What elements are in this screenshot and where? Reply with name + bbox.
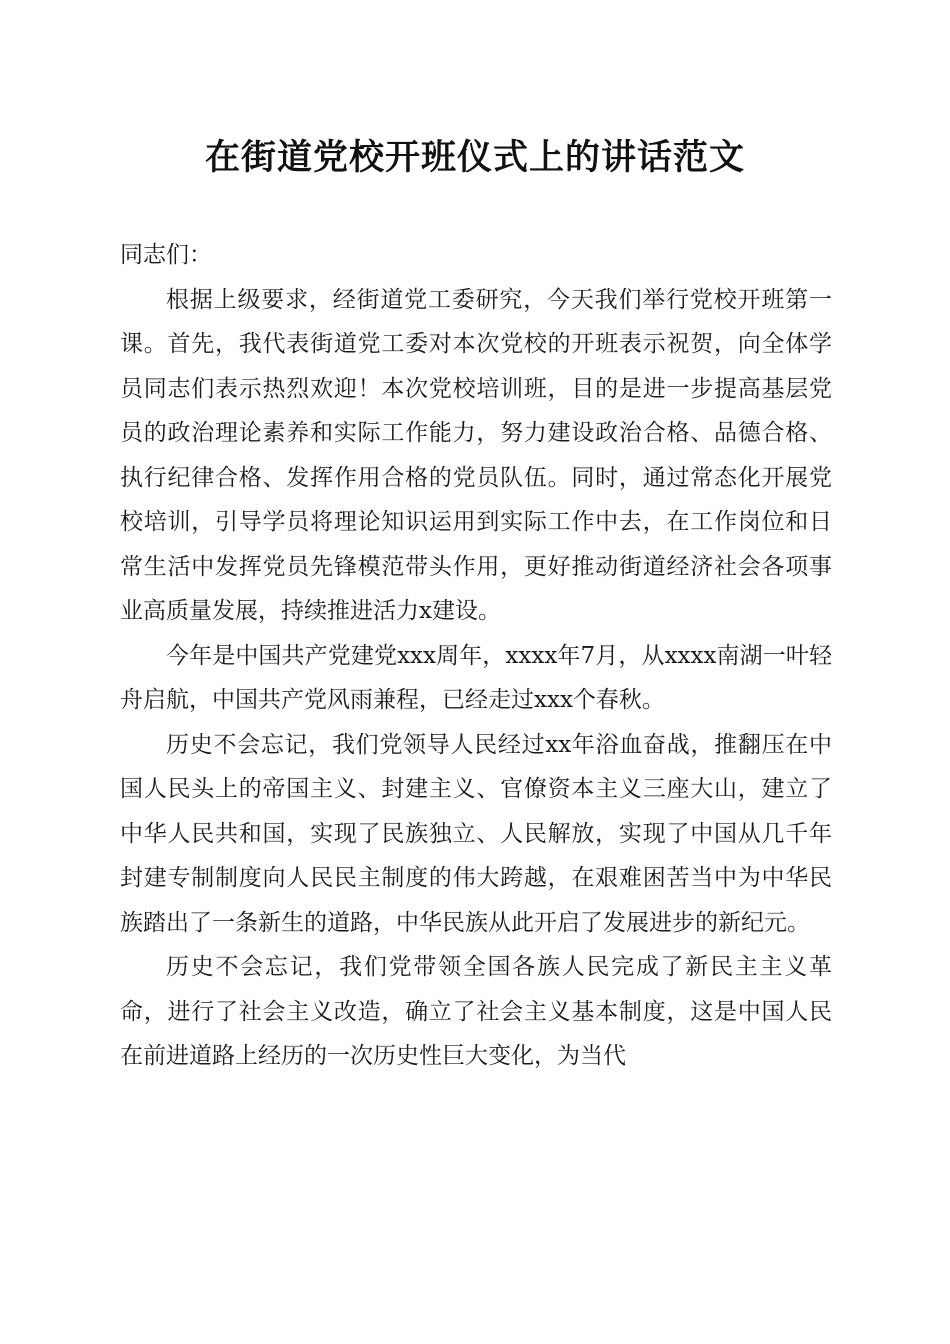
document-body [120, 233, 832, 1079]
paragraph-history-revolution: 历史不会忘记，我们党领导人民经过xx年浴血奋战，推翻压在中国人民头上的帝国主义、封建主义、官僚资本主义三座大山，建立了中华人民共和国，实现了民族独立、人民解放，实现了中国从几千年封建专制制度向人民民主制度的伟大跨越，在艰难困苦当中为中华民族踏出了一条新生的道路，中华民族从此开启了发展进步的新纪元。 [120, 731, 832, 936]
salutation: 同志们： [120, 242, 212, 268]
document-title: 在街道党校开班仪式上的讲话范文 [204, 137, 745, 178]
paragraph-anniversary: 今年是中国共产党建党xxx周年，xxxx年7月，从xxxx南湖一叶轻舟启航，中国共产党风雨兼程，已经走过xxx个春秋。 [120, 642, 832, 713]
paragraph-opening: 根据上级要求，经街道党工委研究，今天我们举行党校开班第一课。首先，我代表街道党工委对本次党校的开班表示祝贺，向全体学员同志们表示热烈欢迎！本次党校培训班，目的是进一步提高基层党员的政治理论素养和实际工作能力，努力建设政治合格、品德合格、执行纪律合格、发挥作用合格的党员队伍。同时，通过常态化开展党校培训，引导学员将理论知识运用到实际工作中去，在工作岗位和日常生活中发挥党员先锋模范带头作用，更好推动街道经济社会各项事业高质量发展，持续推进活力x建设。 [120, 286, 832, 624]
paragraph-history-socialism: 历史不会忘记，我们党带领全国各族人民完成了新民主主义革命，进行了社会主义改造，确立了社会主义基本制度，这是中国人民在前进道路上经历的一次历史性巨大变化，为当代 [120, 954, 832, 1069]
